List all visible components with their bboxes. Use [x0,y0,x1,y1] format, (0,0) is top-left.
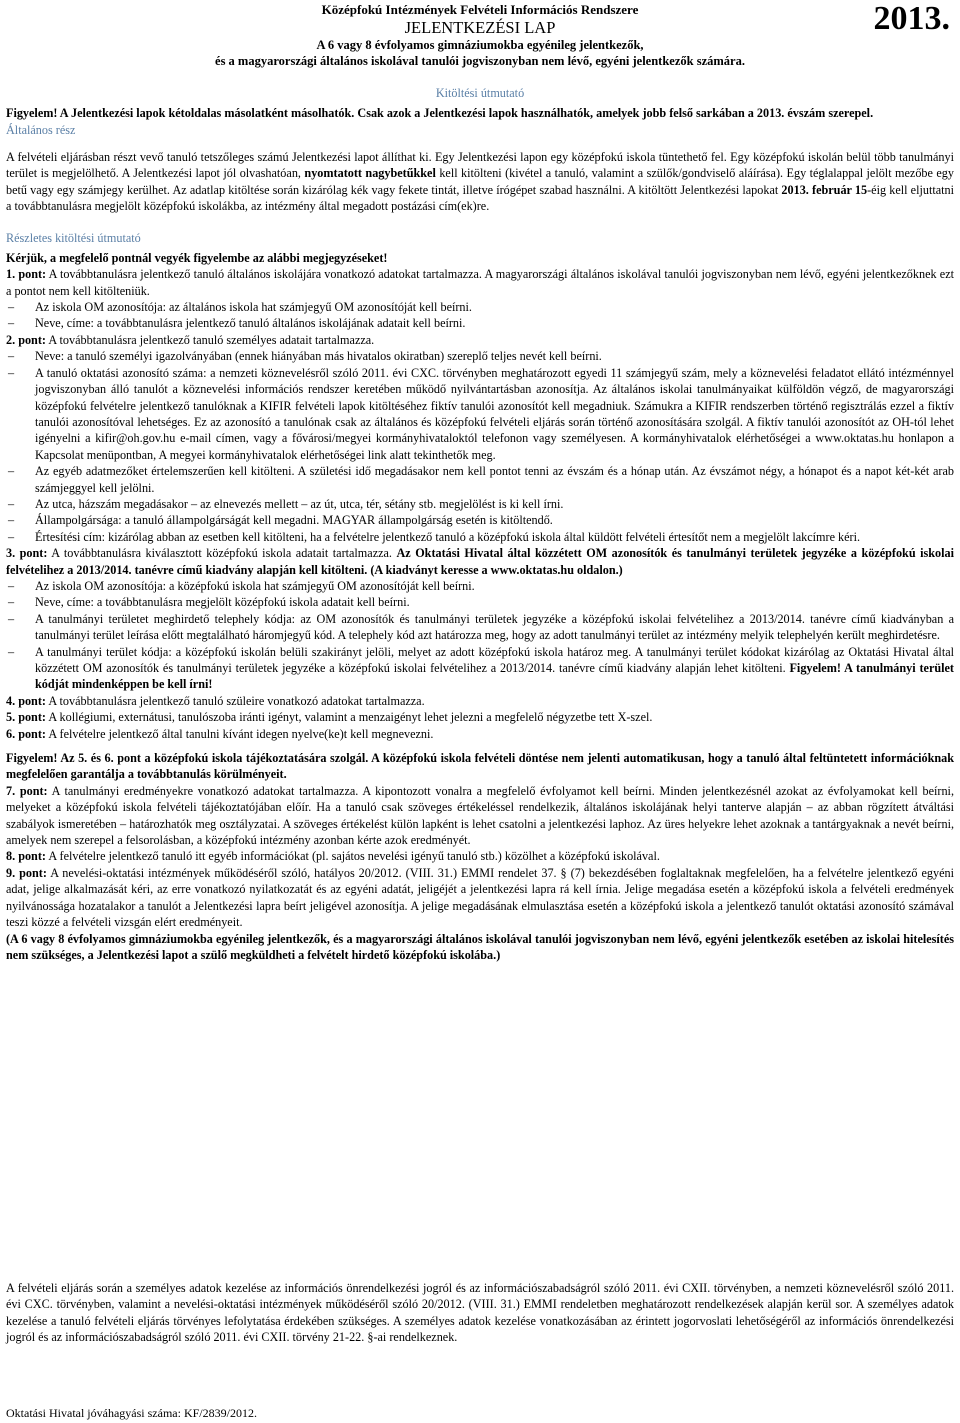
point-2-item: – Neve: a tanuló személyi igazolványában (ennek hiányában más hivatalos okiratban) szereplő teljes nevét kell beírni. [6,348,954,364]
point-7: 7. pont: A tanulmányi eredményekre vonatkozó adatokat tartalmazza. A kipontozott vonalra a megfelelő évfolyamot kell beírni. Minden jelentkezésnél azokat az évfolyamokat kell beírni, melyeket a középfokú iskola felvételi tájékoztatójában előír. Ha a tanuló csak szöveges értékeléssel rendelkezik, általános iskolájának helyi tanterve alapján – az abban rögzített átváltási szabályok ismeretében – határozhatók meg osztályzatai. A szöveges értékelést külön lapként is lehet csatolni a jelentkezési laphoz. Az üres helyekre lehet azoknak a tantárgyaknak a nevét beírni, amelyek nem szerepel a felsorolásban, a középfokú intézmény azonban kérte azok eredményét. [6,783,954,848]
point-2: 2. pont: A továbbtanulásra jelentkező tanuló személyes adatait tartalmazza. [6,332,375,347]
privacy-notice [6,1280,954,1346]
warning-5-6: Figyelem! Az 5. és 6. pont a középfokú iskola tájékoztatására szolgál. A középfokú iskola felvételi döntése nem jelenti automatikusan, hogy a tanuló által feltüntetett információknak megfelelően garantálja a továbbtanulás körülményeit. [6,751,954,782]
point-5: 5. pont: A kollégiumi, externátusi, tanulószoba iránti igényt, valamint a menzaigényt lehet jelezni a megfelelő négyzetbe tett X-szel. [6,710,653,725]
point-2-item: – Állampolgársága: a tanuló állampolgárságát kell megadni. MAGYAR állampolgárság esetén is kitöltendő. [6,512,954,528]
document-page [6,0,954,963]
system-name: Középfokú Intézmények Felvételi Információs Rendszere [321,2,639,17]
point-2-item: – A tanuló oktatási azonosító száma: a nemzeti köznevelésről szóló 2011. évi CXC. törvényben meghatározott egyedi 11 számjegyű szám, mely a köznevelési feladatot ellátó intézménnyel jogviszonyban álló tanulót a köznevelési információs rendszer keretében működő nyilvántartásban azonosítja. Az általános iskolai tanulmányaikat külföldön végző, de magyarországi középfokú felvételre jelentkező tanulóknak a KIFIR felvételi lapok kitöltéséhez fiktív tanulói azonosítót kell megadniuk. Számukra a KIFIR rendszerben történő regisztrálás ezzel a fiktív tanulói azonosítóval lehetséges. Ez az azonosító a tanulónak csak az általános és középfokú felvételi eljárás során történő azonosítására szolgál. A fiktív tanulói azonosítót az OH-tól lehet igényelni a kifir@oh.gov.hu e-mail címen, vagy a fővárosi/megyei kormányhivataloktól telefonon vagy személyesen. A kormányhivatalok elérhetőségei a www.oktatas.hu honlapon a Kapcsolat menüpontban, A megyei kormányhivatalok elérhetőségei link alatt tekinthetők meg. [6,365,954,463]
document-header [6,0,954,69]
approval-number: Oktatási Hivatal jóváhagyási száma: KF/2839/2012. [6,1406,257,1420]
general-section-title: Általános rész [6,123,76,138]
point-4: 4. pont: A továbbtanulásra jelentkező tanuló szüleire vonatkozó adatokat tartalmazza. [6,693,425,708]
subtitle-line-1: A 6 vagy 8 évfolyamos gimnáziumokba egyénileg jelentkezők, [316,38,644,52]
point-1-item: – Neve, címe: a továbbtanulásra jelentkező tanuló általános iskolájának adatait kell beírni. [6,315,954,331]
point-3-item: – Az iskola OM azonosítója: a középfokú iskola hat számjegyű OM azonosítóját kell beírni. [6,578,954,594]
point-3-item: – A tanulmányi terület kódja: a középfokú iskolán belüli szakirányt jelöli, melyet az adott középfokú iskola határoz meg. A tanulmányi terület kódokat kizárólag az Oktatási Hivatal által közzétett OM azonosítók és tanulmányi területek jegyzéke a középfokú iskolai felvételihez a 2013/2014. tanévre című kiadvány alapján lehet kitölteni. Figyelem! A tanulmányi terület kódját mindenképpen be kell írni! [6,644,954,693]
point-1-item: – Az iskola OM azonosítója: az általános iskola hat számjegyű OM azonosítóját kell beírni. [6,299,954,315]
point-2-item: – Értesítési cím: kizárólag abban az esetben kell kitölteni, ha a felvételre jelentkező tanuló a középfokú iskola által küldött felvételi értesítőt nem a megjelölt lakcímre kéri. [6,529,954,545]
point-8: 8. pont: A felvételre jelentkező tanuló itt egyéb információkat (pl. sajátos nevelési igényű tanuló stb.) közölhet a középfokú iskolával. [6,849,660,864]
point-3: 3. pont: A továbbtanulásra kiválasztott középfokú iskola adatait tartalmazza. Az Oktatási Hivatal által közzétett OM azonosítók és tanulmányi területek jegyzéke a középfokú iskolai felvételihez a 2013/2014. tanévre című kiadvány alapján kell kitölteni. (A kiadványt keresse a www.oktatas.hu oldalon.) [6,546,954,577]
general-paragraph: A felvételi eljárásban részt vevő tanuló tetszőleges számú Jelentkezési lapot állíthat ki. Egy Jelentkezési lapon egy középfokú iskola tüntethető fel. Egy középfokú iskolán belül több tanulmányi terület is megjelölhető. A Jelentkezési lapot jól olvashatóan, nyomtatott nagybetűkkel kell kitölteni (kivétel a tanuló, valamint a szülők/gondviselő aláírása). Egy téglalappal jelölt mezőbe egy betű vagy egy számjegy kerülhet. Az adatlap kitöltése során kizárólag kék vagy fekete tintát, illetve írógépet szabad használni. A kitöltött Jelentkezési lapokat 2013. február 15-éig kell eljuttatni a továbbtanulásra megjelölt középfokú iskolákba, az intézmény által megadott postázási cím(ek)re. [6,149,955,214]
copy-warning: Figyelem! A Jelentkezési lapok kétoldalas másolatként másolhatók. Csak azok a Jelentkezési lapok használhatók, amelyek jobb felső sarkában a 2013. évszám szerepel. [6,106,874,120]
closing-note: (A 6 vagy 8 évfolyamos gimnáziumokba egyénileg jelentkezők, és a magyarországi általános iskolával tanulói jogviszonyban nem lévő, egyéni jelentkezők esetében az iskolai hitelesítés nem szükséges, a Jelentkezési lapot a szülő megküldheti a felvételt hirdető középfokú iskolába.) [6,931,954,962]
document-title: JELENTKEZÉSI LAP [404,18,556,37]
point-1: 1. pont: A továbbtanulásra jelentkező tanuló általános iskolájára vonatkozó adatokat tartalmazza. A magyarországi általános iskolával tanulói jogviszonyban nem lévő, egyéni jelentkezőknek ezt a pontot nem kell kitölteniük. [6,267,954,298]
privacy-text: A felvételi eljárás során a személyes adatok kezelése az információs önrendelkezési jogról és az információszabadságról szóló 2011. évi CXII. törvényben, a nemzeti köznevelésről szóló 2011. évi CXC. törvényben, valamint a nevelési-oktatási intézmények működéséről szóló 20/2012. (VIII. 31.) EMMI rendeletben meghatározott rendelkezések alapján kerül sor. A személyes adatok kezelése a tanuló felvételi eljárás törvényes lefolytatása érdekében szükséges. A személyes adatok kezelése vonatkozásában az érintett jogorvoslati lehetőségéről az információs önrendelkezési jogról és az információszabadságról szóló 2011. évi CXII. törvény 21-22. §-ai rendelkeznek. [6,1281,954,1345]
point-6: 6. pont: A felvételre jelentkező által tanulni kívánt idegen nyelve(ke)t kell megnevezni. [6,726,434,741]
point-9: 9. pont: A nevelési-oktatási intézmények működéséről szóló, hatályos 20/2012. (VIII. 31.) EMMI rendelet 37. § (7) bekezdésében foglaltaknak megfelelően, ha a felvételre jelentkező egyéni adat, jelige alkalmazását kéri, az erre vonatkozó nyilatkozatát és az egyéni adatát, jeligéjét a jelentkezési lapra rá kell írnia. Jelige megadása esetén a középfokú iskola a felvételi eredmények nyilvánossága hozatalakor a tanulót a Jelentkezési lapra beírt jeligével azonosítja. A jelige megadásának elmulasztása esetén a középfokú iskola a jelentkező tanulót oktatási azonosító számával teszi közzé a felvételi vizsgán elért eredményeit. [6,865,954,930]
subtitle-line-2: és a magyarországi általános iskolával tanulói jogviszonyban nem lévő, egyéni jelentkezők számára. [215,53,745,68]
point-2-item: – Az utca, házszám megadásakor – az elnevezés mellett – az út, utca, tér, sétány stb. megjelölést is ki kell írni. [6,496,954,512]
point-3-item: – Neve, címe: a továbbtanulásra megjelölt középfokú iskola adatait kell beírni. [6,594,954,610]
point-3-item: – A tanulmányi területet meghirdető telephely kódja: az OM azonosítók és tanulmányi területek jegyzéke a középfokú iskolai felvételihez a 2013/2014. tanévre című kiadványban a tanulmányi terület leírása előtt megtalálható háromjegyű kód. A telephely kód azt határozza meg, hogy az adott tanulmányi terület az intézmény melyik telephelyén került meghirdetésre. [6,611,954,644]
guide-title: Kitöltési útmutató [435,86,525,100]
detail-section-title: Részletes kitöltési útmutató [6,231,141,246]
request-line: Kérjük, a megfelelő pontnál vegyék figyelembe az alábbi megjegyzéseket! [6,250,388,265]
year-label: 2013. [873,0,950,37]
point-2-item: – Az egyéb adatmezőket értelemszerűen kell kitölteni. A születési idő megadásakor nem kell pontot tenni az évszám és a hónap után. Az évszámot négy, a hónapot és a napot két-két arab számjeggyel kell jelölni. [6,463,954,496]
